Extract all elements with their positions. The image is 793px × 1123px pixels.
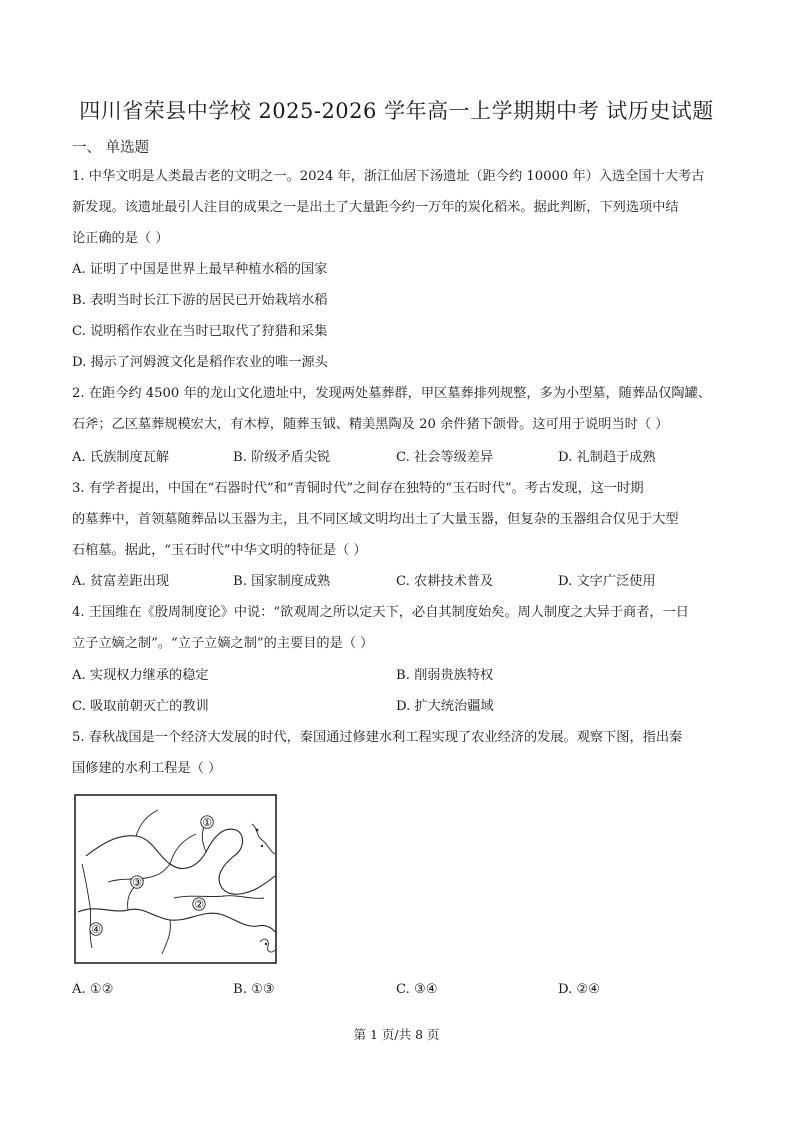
- map-label-1: [201, 816, 213, 829]
- q5-option-c[interactable]: C. ③④: [396, 982, 438, 997]
- map-frame: [75, 795, 276, 963]
- q3-option-c[interactable]: C. 农耕技术普及: [396, 574, 494, 589]
- q1-line-1: 1. 中华文明是人类最古老的文明之一。2024 年，浙江仙居下汤遗址（距今约 10000 年）入选全国十大考古: [72, 169, 705, 184]
- q1-option-a[interactable]: A. 证明了中国是世界上最早种植水稻的国家: [72, 262, 328, 277]
- q4-option-b[interactable]: B. 削弱贵族特权: [396, 668, 494, 683]
- q1-option-c[interactable]: C. 说明稻作农业在当时已取代了狩猎和采集: [72, 324, 328, 339]
- q3-option-a[interactable]: A. 贫富差距出现: [72, 574, 170, 589]
- q2-option-c[interactable]: C. 社会等级差异: [396, 450, 494, 465]
- q5-option-a[interactable]: A. ①②: [72, 982, 114, 997]
- q5-option-d[interactable]: D. ②④: [558, 982, 601, 997]
- q1-line-2: 新发现。该遗址最引人注目的成果之一是出土了大量距今约一万年的炭化稻米。据此判断，下列选项中结: [72, 200, 679, 215]
- q5-line-2: 国修建的水利工程是（ ）: [72, 761, 222, 776]
- map-label-2: [193, 898, 205, 911]
- svg-text:②: ②: [194, 898, 204, 911]
- q4-option-a[interactable]: A. 实现权力继承的稳定: [72, 668, 209, 683]
- q2-option-d[interactable]: D. 礼制趋于成熟: [558, 450, 656, 465]
- q2-option-a[interactable]: A. 氏族制度瓦解: [72, 450, 170, 465]
- map-label-4: [90, 923, 102, 936]
- svg-text:④: ④: [91, 923, 101, 936]
- q1-option-d[interactable]: D. 揭示了河姆渡文化是稻作农业的唯一源头: [72, 355, 328, 370]
- page-footer: 第 1 页/共 8 页: [353, 1027, 440, 1042]
- water-conservancy-map: [74, 794, 277, 964]
- q2-option-b[interactable]: B. 阶级矛盾尖锐: [233, 450, 331, 465]
- map-label-3: [131, 876, 143, 889]
- q5-option-b[interactable]: B. ①③: [233, 982, 275, 997]
- svg-text:③: ③: [132, 876, 142, 889]
- q3-line-3: 石棺墓。据此，“玉石时代”中华文明的特征是（ ）: [72, 543, 367, 558]
- exam-title: 四川省荣县中学校 2025-2026 学年高一上学期期中考 试历史试题: [79, 99, 714, 123]
- q3-line-2: 的墓葬中，首领墓随葬品以玉器为主，且不同区域文明均出土了大量玉器，但复杂的玉器组合仅见于大型: [72, 512, 679, 527]
- q1-line-3: 论正确的是（ ）: [72, 231, 169, 246]
- q2-line-1: 2. 在距今约 4500 年的龙山文化遗址中，发现两处墓葬群，甲区墓葬排列规整，多为小型墓，随葬品仅陶罐、: [72, 386, 711, 401]
- q4-line-1: 4. 王国维在《殷周制度论》中说：“欲观周之所以定天下，必自其制度始矣。周人制度之大异于商者，一日: [72, 605, 689, 620]
- q4-line-2: 立子立嫡之制”。“立子立嫡之制”的主要目的是（ ）: [72, 636, 374, 651]
- q3-line-1: 3. 有学者提出，中国在“石器时代”和“青铜时代”之间存在独特的“玉石时代”。考古发现，这一时期: [72, 481, 644, 496]
- q2-line-2: 石斧；乙区墓葬规模宏大，有木椁，随葬玉钺、精美黑陶及 20 余件猪下颌骨。这可用于说明当时（ ）: [72, 417, 669, 432]
- q1-option-b[interactable]: B. 表明当时长江下游的居民已开始栽培水稻: [72, 293, 328, 308]
- section-heading: 一、 单选题: [72, 140, 150, 156]
- q3-option-b[interactable]: B. 国家制度成熟: [233, 574, 331, 589]
- q4-option-d[interactable]: D. 扩大统治疆域: [396, 699, 494, 714]
- q4-option-c[interactable]: C. 吸取前朝灭亡的教训: [72, 699, 209, 714]
- svg-text:①: ①: [202, 816, 212, 829]
- q3-option-d[interactable]: D. 文字广泛使用: [558, 574, 656, 589]
- q5-line-1: 5. 春秋战国是一个经济大发展的时代，秦国通过修建水利工程实现了农业经济的发展。观察下图，指出秦: [72, 730, 683, 745]
